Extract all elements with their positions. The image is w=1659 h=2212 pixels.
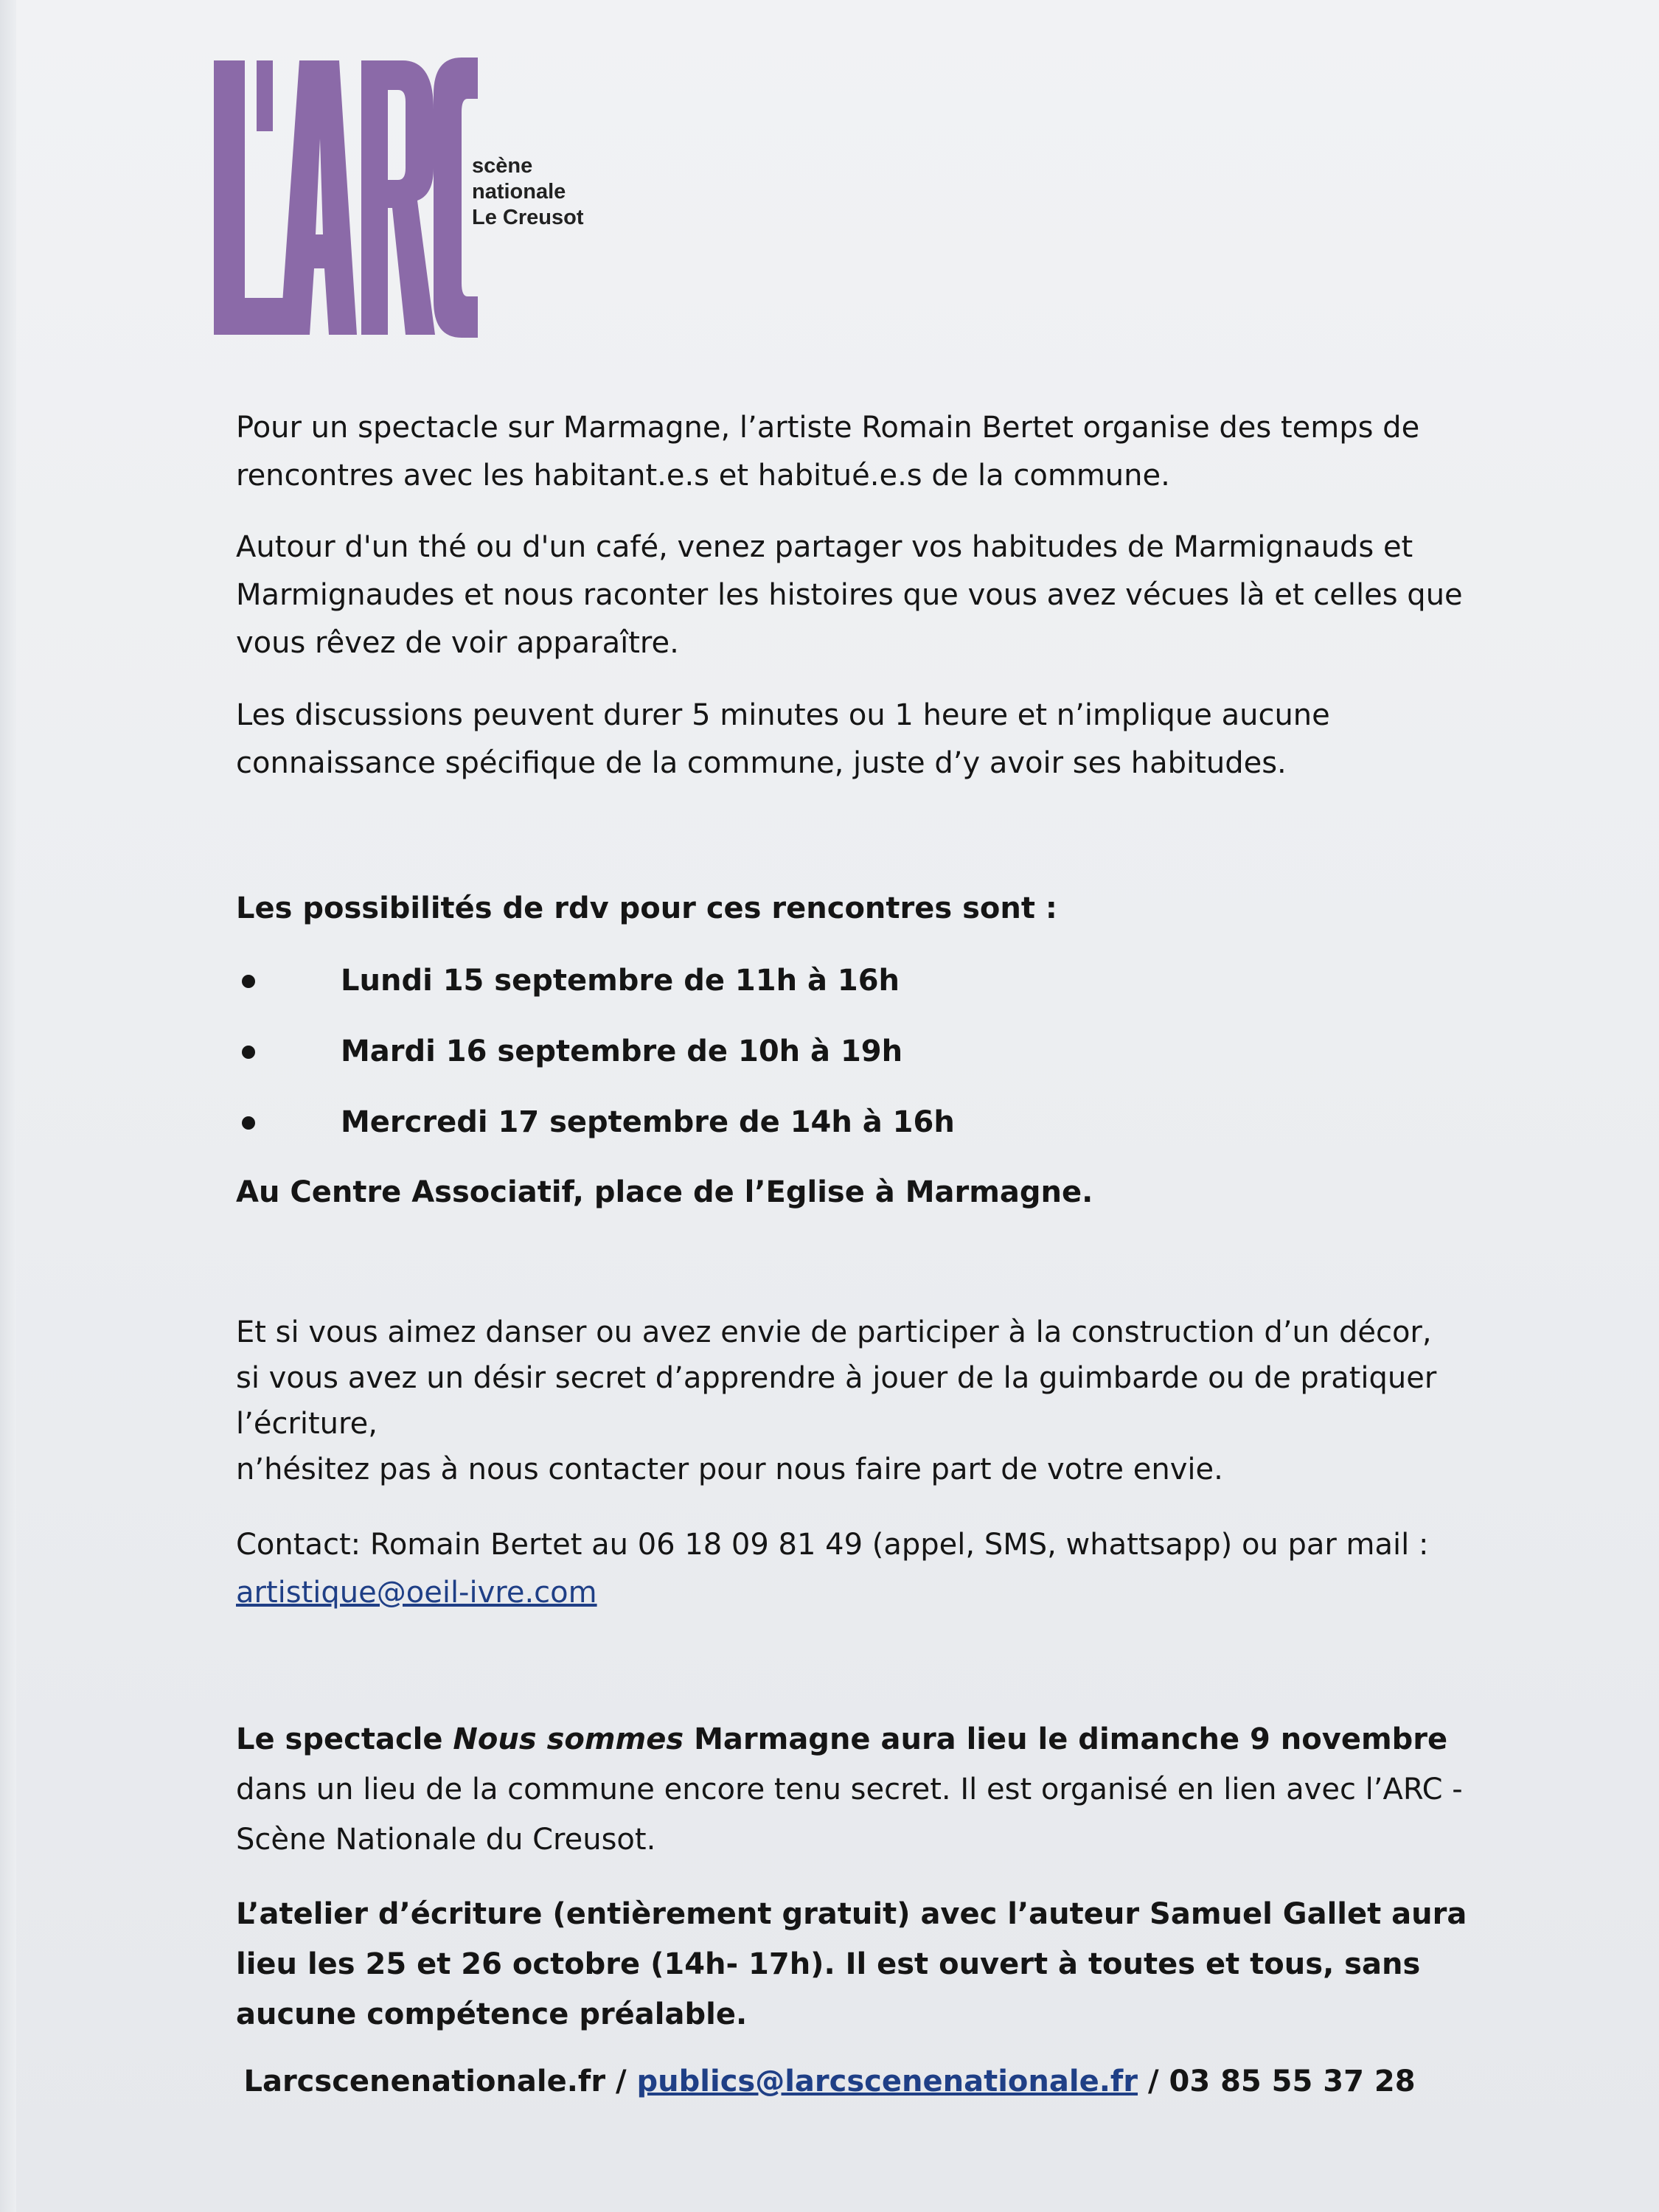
invite-line-3: l’écriture, [236, 1407, 378, 1441]
show-paragraph [236, 1714, 1504, 1865]
show-text-2: Marmagne aura lieu le dimanche 9 novembre [684, 1722, 1448, 1756]
invite-paragraph [236, 1310, 1504, 1492]
bullet-icon [242, 1116, 255, 1130]
workshop-paragraph: L’atelier d’écriture (entièrement gratuit) avec l’auteur Samuel Gallet aura lieu les 25 et 26 octobre (14h- 17h). Il est ouvert à toutes et tous, sans aucune compétence préalable. [236, 1897, 1467, 2031]
arc-wordmark-graphic [212, 50, 478, 345]
logo-subtitle [472, 153, 583, 231]
bullet-icon [242, 975, 255, 988]
logo-line-city: Le Creusot [472, 206, 584, 229]
contact-paragraph [236, 1521, 1504, 1617]
bullet-icon [242, 1046, 255, 1059]
intro-paragraph-1: Pour un spectacle sur Marmagne, l’artiste Romain Bertet organise des temps de rencontres avec les habitant.e.s et habitué.e.s de la commune. [236, 411, 1420, 493]
document-page: scène nationale Le Creusot Pour un spectacle sur Marmagne, l’artiste Romain Bertet organise des temps de rencontres avec les habitant.e.s et habitué.e.s de la commune. Autour d'un thé ou d'un café, venez partager vos habitudes de Marmignauds et Marmignaudes et nous raconter les histoires que vous avez vécues là et celles que vous rêvez de voir apparaître. Les discussions peuvent durer 5 minutes ou 1 heure et n’implique aucune connaissance spécifique de la commune, juste d’y avoir ses habitudes. Les possibilités de rdv pour ces rencontres sont : Lundi 15 septembre de 11h à 16h Mardi 16 septembre de 10h à 19h Mercredi 17 septembre de 14h à 16h Au Centre Associatif, place de l’Eglise à Marmagne. Et si vous aimez danser ou avez envie de participer à la construction d’un décor, si vous avez un désir secret d’apprendre à jouer de la guimbarde ou de pratiquer l’écriture, n’hésitez pas à nous contacter pour nous faire part de votre envie. Contact: Romain Bertet au 06 18 09 81 49 (appel, SMS, whattsapp) ou par mail : artistique@oeil-ivre.com Le spectacle Nous sommes Marmagne aura lieu le dimanche 9 novembre dans un lieu de la commune encore tenu secret. Il est organisé en lien avec l’ARC - Scène Nationale du Creusot. L’atelier d’écriture (entièrement gratuit) avec l’auteur Samuel Gallet aura lieu les 25 et 26 octobre (14h- 17h). Il est ouvert à toutes et tous, sans aucune compétence préalable. Larcscenenationale.fr / publics@larcscenenationale.fr / 03 85 55 37 28 [0, 0, 1659, 2212]
paper-edge-shadow [0, 0, 16, 2212]
intro-paragraph-2: Autour d'un thé ou d'un café, venez partager vos habitudes de Marmignauds et Marmignaudes et nous raconter les histoires que vous avez vécues là et celles que vous rêvez de voir apparaître. [236, 530, 1463, 660]
show-text-1: Le spectacle [236, 1722, 453, 1756]
invite-line-2: si vous avez un désir secret d’apprendre à jouer de la guimbarde ou de pratiquer [236, 1361, 1437, 1395]
logo-line-nationale: nationale [472, 180, 566, 204]
contact-text: Contact: Romain Bertet au 06 18 09 81 49 (appel, SMS, whattsapp) ou par mail : [236, 1528, 1429, 1562]
footer-contact-line [0, 2065, 1659, 2098]
footer-phone: 03 85 55 37 28 [1169, 2065, 1416, 2098]
invite-line-4: n’hésitez pas à nous contacter pour nous faire part de votre envie. [236, 1453, 1223, 1486]
contact-email-link[interactable]: artistique@oeil-ivre.com [236, 1576, 597, 1610]
show-text-3: dans un lieu de la commune encore tenu secret. Il est organisé en lien avec l’ARC - Scène Nationale du Creusot. [236, 1773, 1463, 1857]
arc-logo [212, 50, 596, 345]
footer-email-link[interactable]: publics@larcscenenationale.fr [636, 2065, 1138, 2098]
schedule-heading: Les possibilités de rdv pour ces rencontres sont : [236, 891, 1057, 925]
logo-line-scene: scène [472, 154, 533, 178]
footer-site[interactable]: Larcscenenationale.fr [243, 2065, 606, 2098]
schedule-location: Au Centre Associatif, place de l’Eglise à Marmagne. [236, 1175, 1093, 1209]
invite-line-1: Et si vous aimez danser ou avez envie de participer à la construction d’un décor, [236, 1315, 1432, 1349]
footer-separator: / [1138, 2065, 1169, 2098]
show-title: Nous sommes [453, 1722, 684, 1756]
intro-paragraph-3: Les discussions peuvent durer 5 minutes ou 1 heure et n’implique aucune connaissance spécifique de la commune, juste d’y avoir ses habitudes. [236, 698, 1330, 780]
footer-separator: / [605, 2065, 637, 2098]
